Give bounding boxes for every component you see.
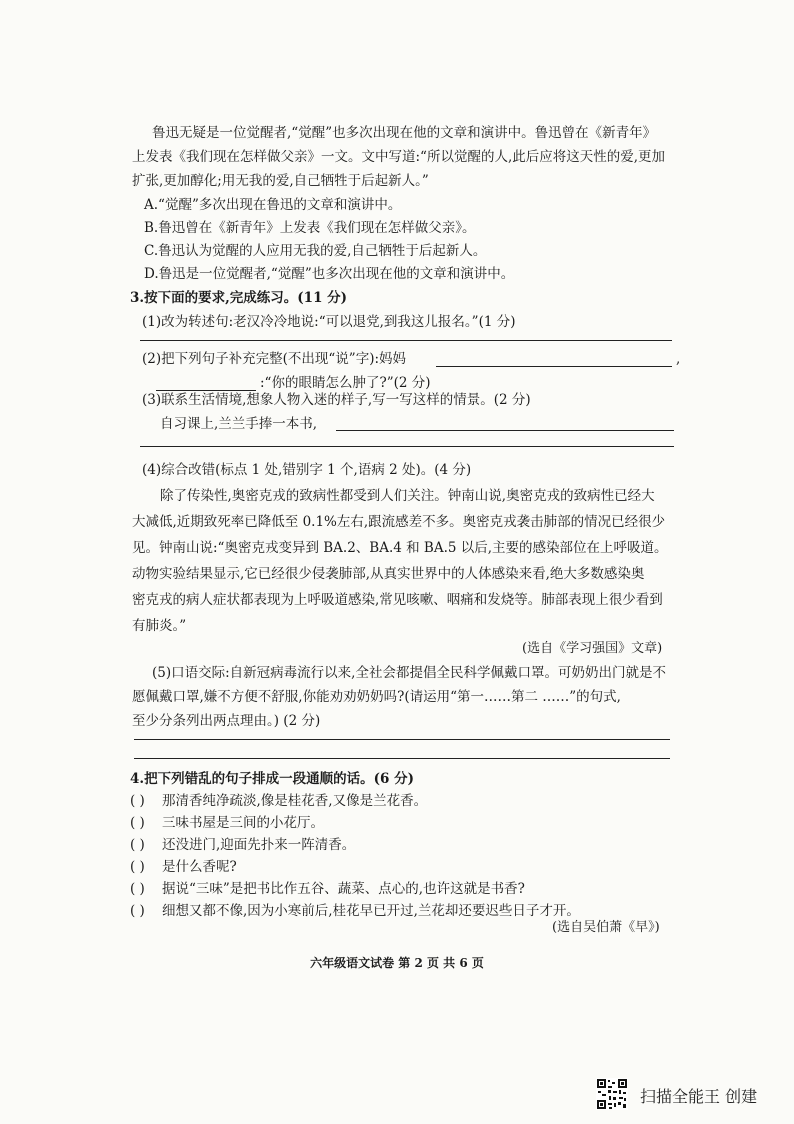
question-4-title: 4.把下列错乱的句子排成一段通顺的话。(6 分)	[130, 771, 414, 787]
answer-line-5b[interactable]	[134, 758, 670, 759]
q3-part-2-a: (2)把下列句子补充完整(不出现“说”字):妈妈	[142, 351, 407, 367]
qr-code-icon	[596, 1078, 628, 1110]
q4-answer-bracket[interactable]: ( )	[130, 793, 145, 809]
answer-line-1[interactable]	[140, 340, 672, 341]
q4-answer-bracket[interactable]: ( )	[130, 837, 145, 853]
q3-part-2-b: :“你的眼睛怎么肿了?”(2 分)	[260, 375, 431, 391]
q3-part-4-line-3: 见。钟南山说:“奥密克戎变异到 BA.2、BA.4 和 BA.5 以后,主要的感染部位在上呼吸道。	[132, 540, 668, 556]
q4-item-3: ( ) 还没进门,迎面先扑来一阵清香。	[130, 837, 356, 853]
answer-line-3b[interactable]	[140, 446, 674, 447]
q3-part-3-b: 自习课上,兰兰手捧一本书,	[160, 416, 318, 432]
q3-part-5-line-1: (5)口语交际:自新冠病毒流行以来,全社会都提倡全民科学佩戴口罩。可奶奶出门就是不	[152, 665, 666, 681]
passage-line-2: 上发表《我们现在怎样做父亲》一文。文中写道:“所以觉醒的人,此后应将这天性的爱,更加	[132, 149, 666, 165]
q3-part-4-line-5: 密克戎的病人症状都表现为上呼吸道感染,常见咳嗽、咽痛和发烧等。肺部表现上很少看到	[132, 592, 663, 608]
q3-part-3-a: (3)联系生活情境,想象人物入迷的样子,写一写这样的情景。(2 分)	[142, 392, 531, 408]
q3-part-4-line-2: 大减低,近期致死率已降低至 0.1%左右,跟流感差不多。奥密克戎袭击肺部的情况已经很少	[132, 514, 666, 530]
q4-item-1: ( ) 那清香纯净疏淡,像是桂花香,又像是兰花香。	[130, 793, 428, 809]
passage-line-3: 扩张,更加醇化;用无我的爱,自己牺牲于后起新人。”	[132, 173, 429, 189]
q4-answer-bracket[interactable]: ( )	[130, 815, 145, 831]
q3-part-4-source: (选自《学习强国》文章)	[522, 641, 663, 656]
option-a: A.“觉醒”多次出现在鲁迅的文章和演讲中。	[144, 197, 402, 213]
q4-item-6: ( ) 细想又都不像,因为小寒前后,桂花早已开过,兰花却还要迟些日子才开。	[130, 903, 580, 919]
q3-part-4-line-6: 有肺炎。”	[132, 618, 187, 634]
q4-item-2: ( ) 三味书屋是三间的小花厅。	[130, 815, 324, 831]
q3-part-2-comma: ,	[676, 351, 681, 367]
answer-line-3a[interactable]	[336, 430, 674, 431]
q3-part-4-line-1: 除了传染性,奥密克戎的致病性都受到人们关注。钟南山说,奥密克戎的致病性已经大	[160, 488, 655, 504]
q3-part-1: (1)改为转述句:老汉冷冷地说:“可以退党,到我这儿报名。”(1 分)	[142, 314, 516, 330]
q4-source: (选自吴伯萧《早》)	[552, 920, 660, 935]
q4-answer-bracket[interactable]: ( )	[130, 903, 145, 919]
q4-item-5: ( ) 据说“三味”是把书比作五谷、蔬菜、点心的,也许这就是书香?	[130, 881, 525, 897]
option-c: C.鲁迅认为觉醒的人应用无我的爱,自己牺牲于后起新人。	[144, 243, 487, 259]
scanner-watermark	[596, 1078, 786, 1112]
answer-line-5a[interactable]	[134, 739, 670, 740]
q4-answer-bracket[interactable]: ( )	[130, 859, 145, 875]
option-d: D.鲁迅是一位觉醒者,“觉醒”也多次出现在他的文章和演讲中。	[144, 266, 515, 282]
option-b: B.鲁迅曾在《新青年》上发表《我们现在怎样做父亲》。	[144, 220, 476, 236]
q3-part-4-line-4: 动物实验结果显示,它已经很少侵袭肺部,从真实世界中的人体感染来看,绝大多数感染奥	[132, 566, 645, 582]
q3-part-5-line-2: 愿佩戴口罩,嫌不方便不舒服,你能劝劝奶奶吗?(请运用“第一……第二 ……”的句式,	[132, 689, 621, 705]
passage-line-1: 鲁迅无疑是一位觉醒者,“觉醒”也多次出现在他的文章和演讲中。鲁迅曾在《新青年》	[152, 125, 657, 141]
answer-blank-2a[interactable]	[436, 366, 672, 367]
q4-item-4: ( ) 是什么香呢?	[130, 859, 237, 875]
watermark-text: 扫描全能王 创建	[640, 1087, 758, 1106]
q3-part-5-line-3: 至少分条列出两点理由。) (2 分)	[132, 713, 321, 729]
question-3-title: 3.按下面的要求,完成练习。(11 分)	[130, 290, 348, 306]
q3-part-4-title: (4)综合改错(标点 1 处,错别字 1 个,语病 2 处)。(4 分)	[142, 462, 472, 478]
q4-answer-bracket[interactable]: ( )	[130, 881, 145, 897]
page-footer: 六年级语文试卷 第 2 页 共 6 页	[310, 956, 484, 970]
